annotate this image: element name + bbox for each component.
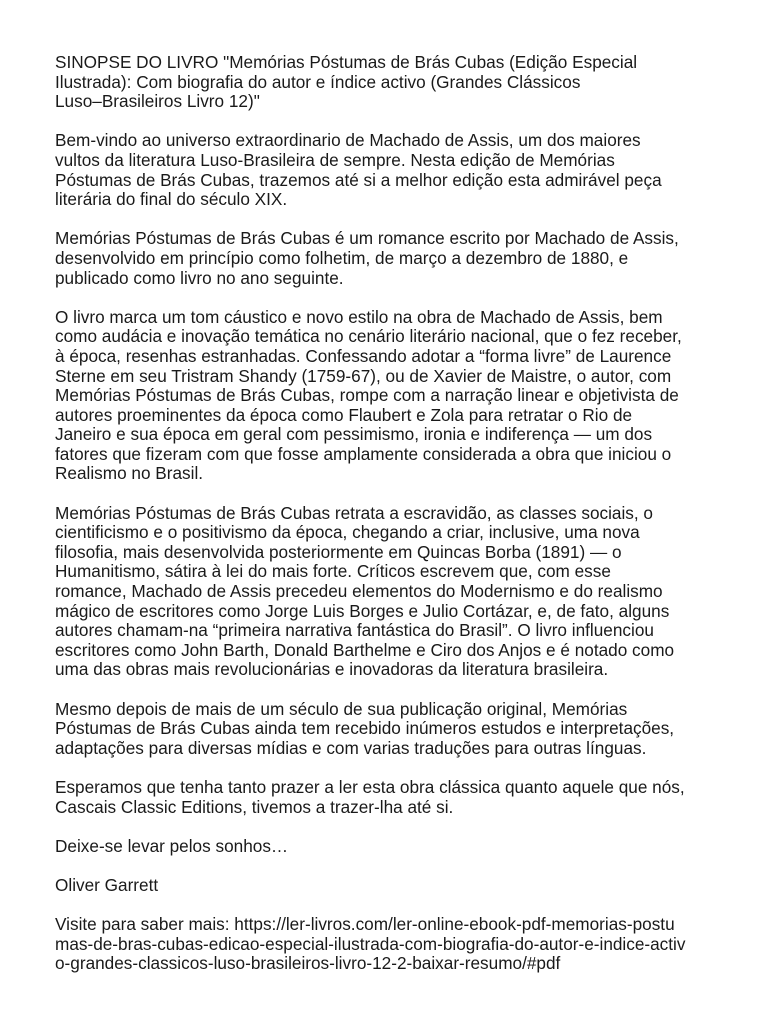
text-line: mágico de escritores como Jorge Luis Borges e Julio Cortázar, e, de fato, alguns xyxy=(55,600,670,621)
closing-wish-paragraph xyxy=(55,778,720,817)
text-line: como audácia e inovação temática no cenário literário nacional, que o fez receber, xyxy=(55,326,682,347)
text-line: literária do final do século XIX. xyxy=(55,189,288,210)
text-line: Deixe-se levar pelos sonhos… xyxy=(55,835,289,856)
text-line: Visite para saber mais: https://ler-livros.com/ler-online-ebook-pdf-memorias-postu xyxy=(55,914,675,935)
text-line: O livro marca um tom cáustico e novo estilo na obra de Machado de Assis, bem xyxy=(55,306,663,327)
text-line: Ilustrada): Com biografia do autor e índice activo (Grandes Clássicos xyxy=(55,71,581,92)
text-line: Memórias Póstumas de Brás Cubas é um romance escrito por Machado de Assis, xyxy=(55,228,679,249)
text-line: escritores como John Barth, Donald Barthelme e Ciro dos Anjos e é notado como xyxy=(55,639,675,660)
text-line: SINOPSE DO LIVRO "Memórias Póstumas de Brás Cubas (Edição Especial xyxy=(55,52,638,72)
text-line: romance, Machado de Assis precedeu elementos do Modernismo e do realismo xyxy=(55,581,663,602)
text-line: autores proeminentes da época como Flaubert e Zola para retratar o Rio de xyxy=(55,404,633,425)
synopsis-title-paragraph xyxy=(55,53,720,112)
text-line: Sterne em seu Tristram Shandy (1759-67), ou de Xavier de Maistre, o autor, com xyxy=(55,365,672,386)
text-line: Janeiro e sua época em geral com pessimismo, ironia e indiferença — um dos xyxy=(55,424,653,445)
text-line: Luso–Brasileiros Livro 12)" xyxy=(55,91,260,112)
text-line: Memórias Póstumas de Brás Cubas, rompe com a narração linear e objetivista de xyxy=(55,385,679,406)
style-paragraph xyxy=(55,308,720,484)
text-line: Póstumas de Brás Cubas, trazemos até si a melhor edição esta admirável peça xyxy=(55,169,662,190)
visit-link-paragraph xyxy=(55,915,720,974)
novel-description-paragraph xyxy=(55,229,720,288)
themes-paragraph xyxy=(55,504,720,680)
text-line: Cascais Classic Editions, tivemos a trazer-lha até si. xyxy=(55,796,454,817)
text-line: autores chamam-na “primeira narrativa fantástica do Brasil”. O livro influenciou xyxy=(55,620,654,641)
text-line: à época, resenhas estranhadas. Confessando adotar a “forma livre” de Laurence xyxy=(55,345,672,366)
text-line: Memórias Póstumas de Brás Cubas retrata a escravidão, as classes sociais, o xyxy=(55,502,653,523)
legacy-paragraph xyxy=(55,700,720,759)
text-line: Humanitismo, sátira à lei do mais forte. Críticos escrevem que, com esse xyxy=(55,561,611,582)
text-line: fatores que fizeram com que fosse amplamente considerada a obra que iniciou o xyxy=(55,443,672,464)
text-line: o-grandes-classicos-luso-brasileiros-livro-12-2-baixar-resumo/#pdf xyxy=(55,953,561,974)
text-line: filosofia, mais desenvolvida posteriormente em Quincas Borba (1891) — o xyxy=(55,541,622,562)
document-page xyxy=(55,53,720,994)
text-line: vultos da literatura Luso-Brasileira de sempre. Nesta edição de Memórias xyxy=(55,149,615,170)
text-line: Póstumas de Brás Cubas ainda tem recebido inúmeros estudos e interpretações, xyxy=(55,718,675,739)
text-line: Realismo no Brasil. xyxy=(55,463,204,484)
text-line: Esperamos que tenha tanto prazer a ler esta obra clássica quanto aquele que nós, xyxy=(55,776,685,797)
dreams-line xyxy=(55,837,720,857)
text-line: mas-de-bras-cubas-edicao-especial-ilustrada-com-biografia-do-autor-e-indice-activ xyxy=(55,933,686,954)
text-line: cientificismo e o positivismo da época, chegando a criar, inclusive, uma nova xyxy=(55,522,640,543)
text-line: Bem-vindo ao universo extraordinario de Machado de Assis, um dos maiores xyxy=(55,130,641,151)
text-line: adaptações para diversas mídias e com varias traduções para outras línguas. xyxy=(55,737,647,758)
author-signature xyxy=(55,876,720,896)
text-line: Oliver Garrett xyxy=(55,874,159,895)
text-line: Mesmo depois de mais de um século de sua publicação original, Memórias xyxy=(55,698,628,719)
text-line: uma das obras mais revolucionárias e inovadoras da literatura brasileira. xyxy=(55,659,609,680)
welcome-paragraph xyxy=(55,131,720,209)
text-line: desenvolvido em princípio como folhetim, de março a dezembro de 1880, e xyxy=(55,247,629,268)
text-line: publicado como livro no ano seguinte. xyxy=(55,267,344,288)
